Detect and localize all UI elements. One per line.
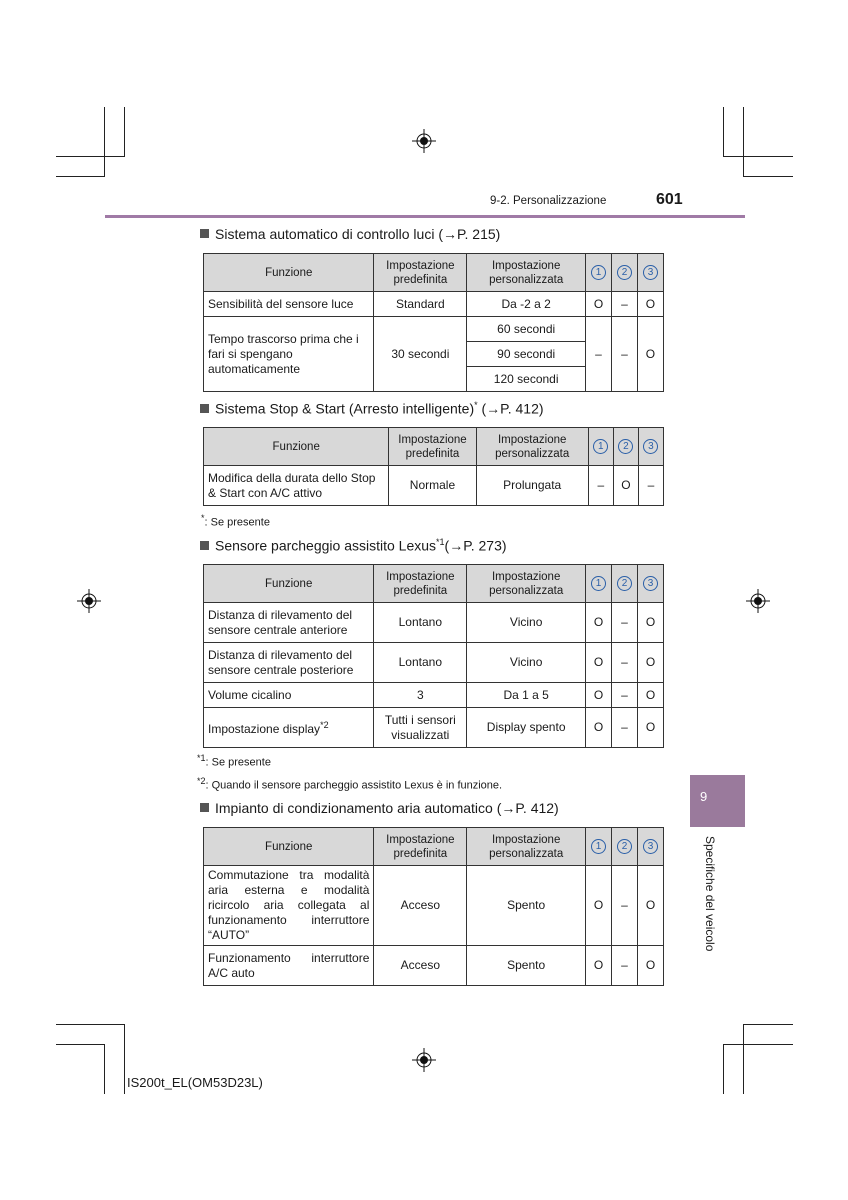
cell-personalizzata: Vicino: [467, 603, 586, 643]
cell-mode-3: O: [637, 708, 663, 748]
cell-personalizzata: Vicino: [467, 643, 586, 683]
header-mode-2: [612, 565, 638, 603]
cell-mode-1: O: [586, 643, 612, 683]
page-number: 601: [656, 191, 683, 208]
header-personalizzata: Impostazione personalizzata: [467, 828, 586, 866]
cell-personalizzata: 60 secondi: [467, 317, 586, 342]
table-row: [204, 317, 664, 342]
crop-mark: [56, 1044, 105, 1045]
crop-mark: [104, 1044, 105, 1094]
registration-mark-icon: [412, 129, 436, 153]
header-mode-1: [586, 828, 612, 866]
cell-mode-2: –: [612, 603, 638, 643]
cell-predefinita: Acceso: [374, 866, 467, 946]
cell-mode-1: –: [588, 466, 613, 506]
header-predefinita: Impostazione predefinita: [374, 565, 467, 603]
cell-mode-2: –: [612, 946, 638, 986]
circled-number-icon: 2: [617, 576, 632, 591]
bullet-square-icon: [200, 803, 209, 812]
table-row: [204, 292, 664, 317]
cell-funzione: Distanza di rilevamento del sensore centrale posteriore: [204, 643, 374, 683]
cell-personalizzata: 120 secondi: [467, 367, 586, 392]
cell-mode-3: –: [638, 466, 663, 506]
cell-mode-2: –: [612, 708, 638, 748]
cell-mode-1: O: [586, 683, 612, 708]
cell-mode-2: O: [613, 466, 638, 506]
circled-number-icon: 3: [643, 439, 658, 454]
circled-number-icon: 1: [593, 439, 608, 454]
header-mode-3: [637, 828, 663, 866]
cell-mode-1: O: [586, 866, 612, 946]
cell-funzione: Volume cicalino: [204, 683, 374, 708]
header-predefinita: Impostazione predefinita: [389, 428, 476, 466]
circled-number-icon: 2: [617, 839, 632, 854]
crop-mark: [723, 156, 793, 157]
footnote: $^{*2}$: Quando il sensore parcheggio assistito Lexus è in funzione.: [197, 776, 503, 792]
section-heading: Sistema automatico di controllo luci (→P. 215): [200, 226, 500, 242]
cell-mode-2: –: [612, 866, 638, 946]
cell-mode-2: –: [611, 292, 637, 317]
circled-number-icon: 2: [617, 265, 632, 280]
crop-mark: [56, 176, 105, 177]
header-predefinita: Impostazione predefinita: [374, 254, 467, 292]
cell-personalizzata: Da 1 a 5: [467, 683, 586, 708]
cell-mode-2: –: [612, 683, 638, 708]
cell-personalizzata: Spento: [467, 946, 586, 986]
circled-number-icon: 3: [643, 265, 658, 280]
cell-mode-2: –: [611, 317, 637, 392]
cell-funzione: Commutazione tra modalità aria esterna e modalità ricircolo aria collegata al funzionamento interruttore “AUTO”: [204, 866, 374, 946]
table-row: [204, 946, 664, 986]
table-row: [204, 603, 664, 643]
cell-personalizzata: Display spento: [467, 708, 586, 748]
document-code: IS200t_EL(OM53D23L): [127, 1075, 263, 1090]
header-funzione: Funzione: [204, 565, 374, 603]
crop-mark: [743, 176, 793, 177]
cell-predefinita: Lontano: [374, 603, 467, 643]
registration-mark-icon: [746, 589, 770, 613]
cell-personalizzata: Prolungata: [476, 466, 588, 506]
cell-predefinita: Standard: [374, 292, 467, 317]
cell-predefinita: 30 secondi: [374, 317, 467, 392]
header-divider: [105, 215, 745, 218]
bullet-square-icon: [200, 541, 209, 550]
header-personalizzata: Impostazione personalizzata: [467, 254, 586, 292]
cell-funzione: Distanza di rilevamento del sensore centrale anteriore: [204, 603, 374, 643]
crop-mark: [723, 1044, 724, 1094]
header-personalizzata: Impostazione personalizzata: [467, 565, 586, 603]
chapter-tab: [690, 775, 745, 827]
settings-table: [203, 253, 664, 392]
cell-mode-2: –: [612, 643, 638, 683]
settings-table: [203, 564, 664, 748]
cell-predefinita: Tutti i sensori visualizzati: [374, 708, 467, 748]
circled-number-icon: 1: [591, 576, 606, 591]
chapter-label: Specifiche del veicolo: [703, 836, 717, 952]
table-row: [204, 643, 664, 683]
crop-mark: [723, 107, 724, 157]
header-funzione: Funzione: [204, 428, 389, 466]
circled-number-icon: 3: [643, 839, 658, 854]
cell-personalizzata: Spento: [467, 866, 586, 946]
crop-mark: [124, 1024, 125, 1094]
crop-mark: [104, 107, 105, 177]
cell-mode-1: O: [586, 946, 612, 986]
header-mode-3: [637, 254, 663, 292]
circled-number-icon: 1: [591, 839, 606, 854]
cell-personalizzata: Da -2 a 2: [467, 292, 586, 317]
settings-table: [203, 427, 664, 506]
header-mode-1: [586, 254, 612, 292]
cell-mode-3: O: [637, 292, 663, 317]
table-row: [204, 466, 664, 506]
cell-mode-1: O: [586, 603, 612, 643]
header-mode-3: [638, 428, 663, 466]
crop-mark: [743, 107, 744, 177]
header-funzione: Funzione: [204, 254, 374, 292]
circled-number-icon: 3: [643, 576, 658, 591]
cell-mode-3: O: [637, 603, 663, 643]
cell-mode-3: O: [637, 643, 663, 683]
header-mode-1: [588, 428, 613, 466]
footnote: $^{*1}$: Se presente: [197, 753, 271, 769]
header-predefinita: Impostazione predefinita: [374, 828, 467, 866]
table-row: [204, 708, 664, 748]
cell-funzione: Funzionamento interruttore A/C auto: [204, 946, 374, 986]
crop-mark: [743, 1024, 744, 1094]
section-heading: Impianto di condizionamento aria automatico (→P. 412): [200, 800, 559, 816]
cell-personalizzata: 90 secondi: [467, 342, 586, 367]
cell-funzione: Modifica della durata dello Stop & Start con A/C attivo: [204, 466, 389, 506]
registration-mark-icon: [77, 589, 101, 613]
header-mode-2: [613, 428, 638, 466]
table-row: [204, 866, 664, 946]
section-heading: Sensore parcheggio assistito Lexus$^{*1}$(→P. 273): [200, 537, 507, 554]
bullet-square-icon: [200, 229, 209, 238]
chapter-number: 9: [700, 789, 708, 804]
settings-table: [203, 827, 664, 986]
cell-predefinita: Lontano: [374, 643, 467, 683]
crop-mark: [743, 1024, 793, 1025]
header-mode-2: [611, 254, 637, 292]
section-heading: Sistema Stop & Start (Arresto intelligente)* (→P. 412): [200, 400, 544, 417]
footnote: *: Se presente: [201, 513, 270, 529]
crop-mark: [723, 1044, 793, 1045]
table-row: [204, 683, 664, 708]
cell-mode-1: –: [586, 317, 612, 392]
cell-mode-3: O: [637, 317, 663, 392]
header-personalizzata: Impostazione personalizzata: [476, 428, 588, 466]
cell-mode-3: O: [637, 946, 663, 986]
cell-mode-1: O: [586, 292, 612, 317]
crop-mark: [56, 1024, 124, 1025]
cell-mode-3: O: [637, 683, 663, 708]
circled-number-icon: 2: [618, 439, 633, 454]
header-mode-3: [637, 565, 663, 603]
registration-mark-icon: [412, 1048, 436, 1072]
cell-funzione: Impostazione display$^{*2}$: [204, 708, 374, 748]
header-funzione: Funzione: [204, 828, 374, 866]
header-mode-2: [612, 828, 638, 866]
section-title: 9-2. Personalizzazione: [490, 195, 607, 207]
cell-predefinita: Acceso: [374, 946, 467, 986]
bullet-square-icon: [200, 404, 209, 413]
cell-funzione: Tempo trascorso prima che i fari si spengano automaticamente: [204, 317, 374, 392]
cell-mode-3: O: [637, 866, 663, 946]
cell-mode-1: O: [586, 708, 612, 748]
cell-funzione: Sensibilità del sensore luce: [204, 292, 374, 317]
circled-number-icon: 1: [591, 265, 606, 280]
cell-predefinita: Normale: [389, 466, 476, 506]
header-mode-1: [586, 565, 612, 603]
cell-predefinita: 3: [374, 683, 467, 708]
crop-mark: [56, 156, 124, 157]
crop-mark: [124, 107, 125, 157]
